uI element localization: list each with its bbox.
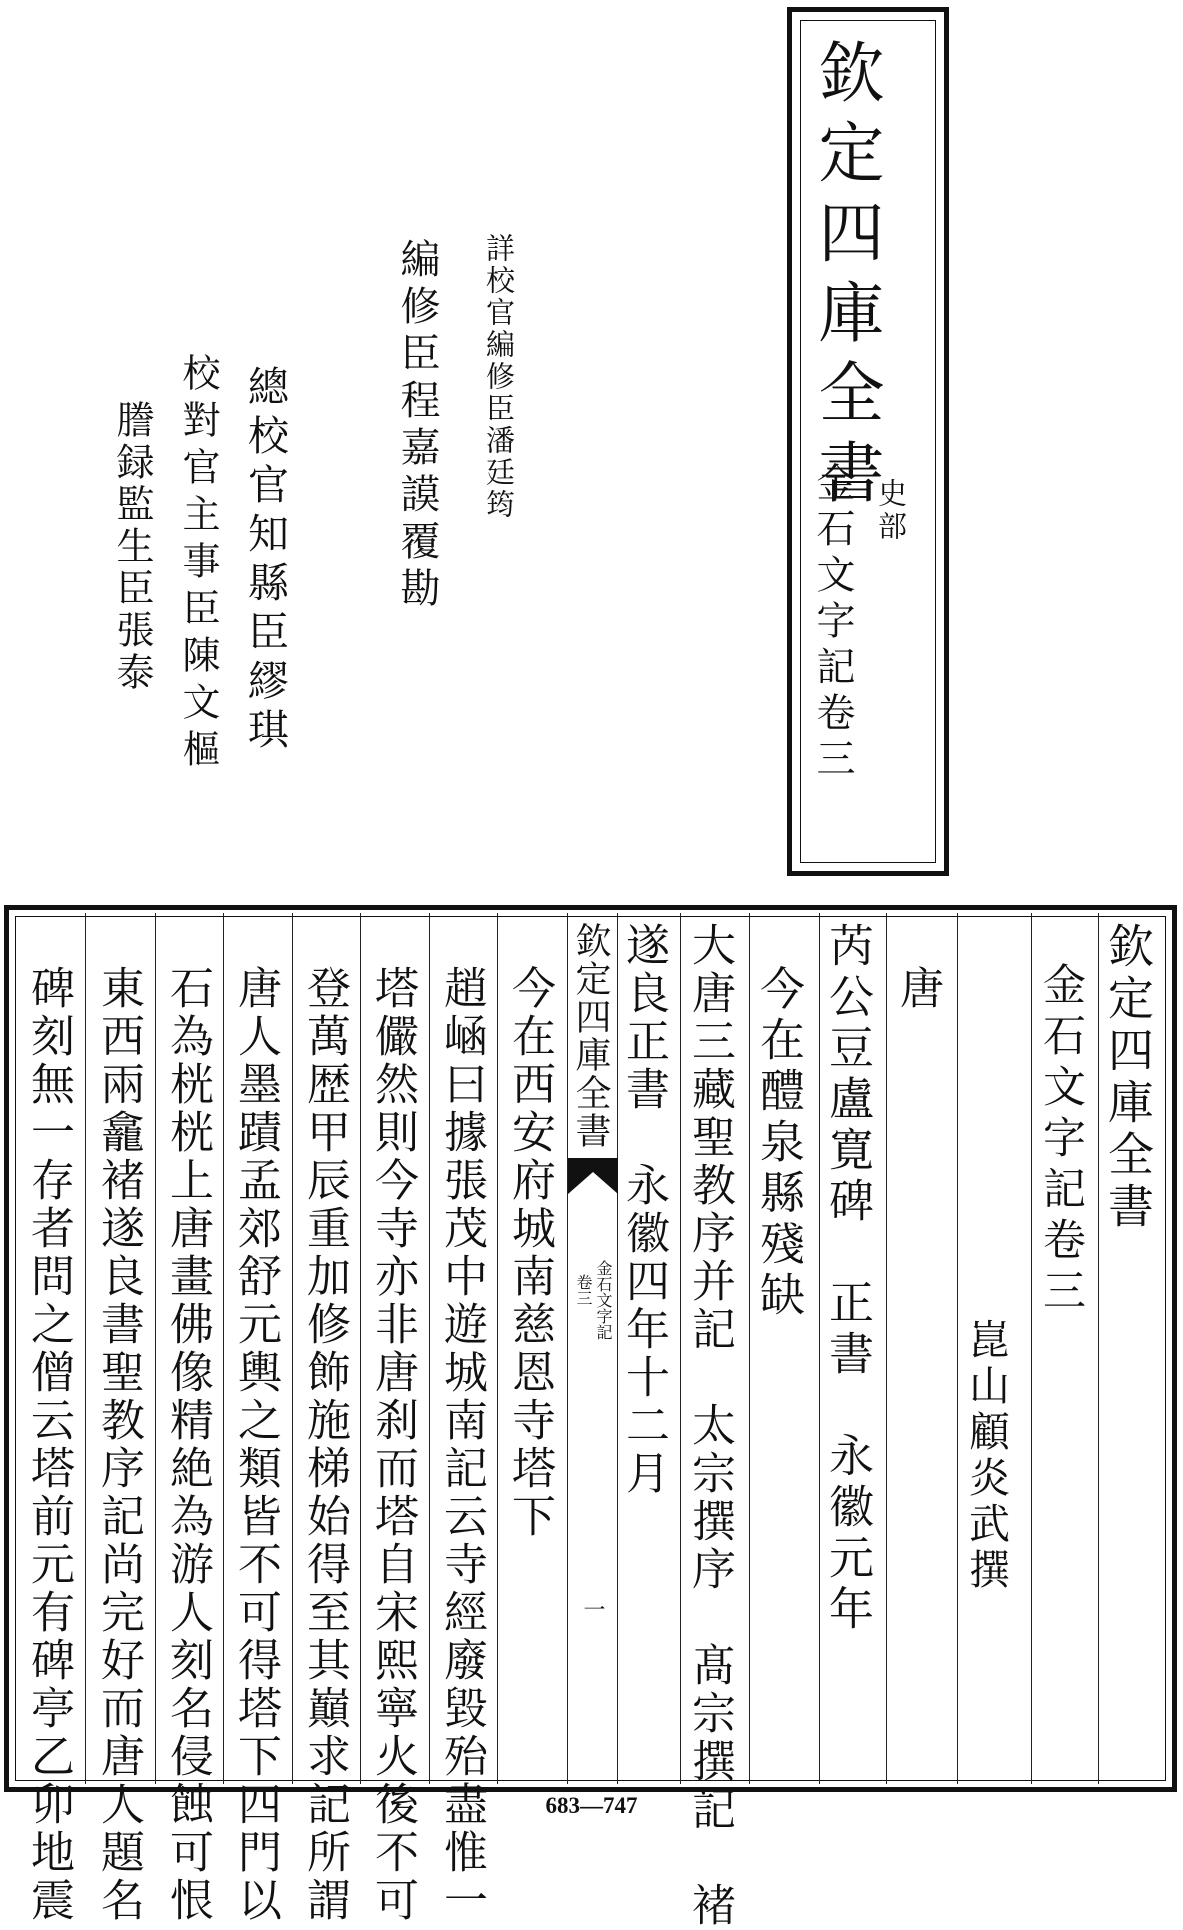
- category-label: 史部: [874, 478, 908, 544]
- column-rule: [360, 913, 361, 1784]
- inscription-entry-continued: 遂良正書 永徽四年十二月: [618, 922, 669, 1498]
- body-column: 唐人墨蹟孟郊舒元輿之類皆不可得塔下四門以: [230, 965, 281, 1925]
- fishtail-mark-icon: [568, 1158, 618, 1196]
- credit-chief-proofreader: 總校官知縣臣繆琪: [241, 365, 289, 757]
- column-rule: [886, 913, 887, 1784]
- center-fold-book: 金石文字記: [594, 1260, 613, 1340]
- inscription-entry: 芮公豆盧寛碑 正書 永徽元年: [821, 922, 874, 1636]
- column-rule: [749, 913, 750, 1784]
- page-number: 683—747: [545, 1793, 638, 1818]
- column-rule: [223, 913, 224, 1784]
- column-rule: [680, 913, 681, 1784]
- body-column: 石為桄桄上唐畫佛像精絶為游人刻名侵蝕可恨: [162, 965, 213, 1925]
- body-column: 東西兩龕褚遂良書聖教序記尚完好而唐人題名: [93, 965, 144, 1925]
- book-title-label: 金石文字記卷三: [810, 462, 855, 784]
- body-column: 塔儼然則今寺亦非唐刹而塔自宋熙寧火後不可: [367, 965, 418, 1925]
- credit-detail-proofreader: 詳校官編修臣潘廷筠: [482, 233, 516, 521]
- author-credit: 崑山顧炎武撰: [962, 1318, 1010, 1594]
- page-header-title: 欽定四庫全書: [1101, 922, 1155, 1234]
- credit-copyist: 謄録監生臣張泰: [110, 400, 154, 694]
- center-fold-title: 欽定四庫全書: [570, 922, 611, 1150]
- body-column: 碑刻無一存者問之僧云塔前元有碑亭乙卯地震: [23, 965, 74, 1925]
- center-fold-leaf-number: 一: [580, 1598, 605, 1620]
- column-rule: [957, 913, 958, 1784]
- column-rule: [1031, 913, 1032, 1784]
- section-heading: 唐: [892, 965, 943, 1009]
- body-column: 趙崡曰據張茂中遊城南記云寺經廢毀殆盡惟一: [436, 965, 487, 1925]
- body-column: 登萬歴甲辰重加修飾施梯始得至其巔求記所謂: [299, 965, 350, 1925]
- column-rule: [567, 913, 568, 1784]
- column-rule: [429, 913, 430, 1784]
- column-rule: [497, 913, 498, 1784]
- book-volume-title: 金石文字記卷三: [1036, 962, 1086, 1319]
- body-column: 今在西安府城南慈恩寺塔下: [504, 965, 555, 1541]
- inscription-note: 今在醴泉縣殘缺: [752, 965, 805, 1322]
- credit-collation-officer: 校對官主事臣陳文樞: [176, 353, 220, 776]
- credit-editor: 編修臣程嘉謨覆勘: [394, 238, 440, 614]
- column-rule: [292, 913, 293, 1784]
- column-rule: [819, 913, 820, 1784]
- main-title: 欽定四庫全書: [807, 38, 884, 518]
- column-rule: [155, 913, 156, 1784]
- column-rule: [85, 913, 86, 1784]
- column-rule: [1098, 913, 1099, 1784]
- inscription-entry: 大唐三藏聖教序并記 太宗撰序 髙宗撰記 褚: [684, 922, 735, 1930]
- center-fold-volume: 卷三: [574, 1274, 593, 1306]
